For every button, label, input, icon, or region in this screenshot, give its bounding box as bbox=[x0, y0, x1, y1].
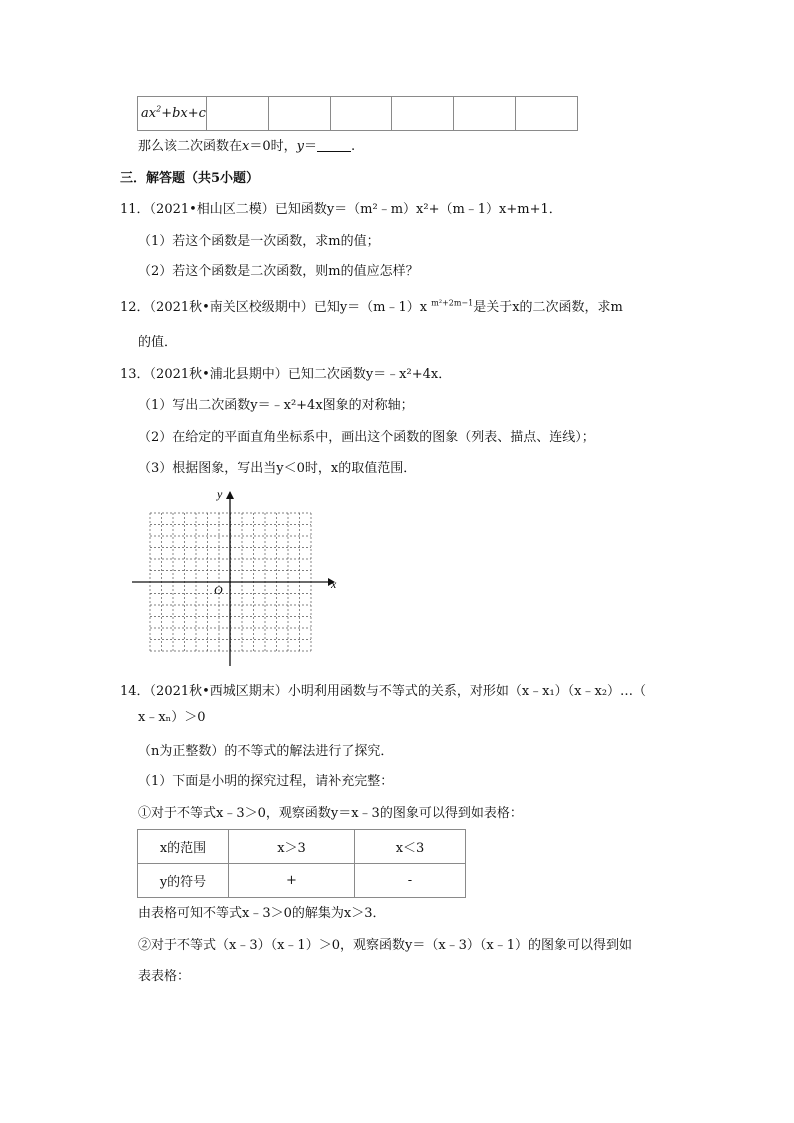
coordinate-grid bbox=[130, 486, 345, 668]
value-table bbox=[137, 96, 578, 131]
table-header-cell: x＞3 bbox=[229, 830, 355, 864]
q13-part3: （3）根据图象，写出当y＜0时，x的取值范围． bbox=[138, 461, 417, 476]
q14-part1: （1）下面是小明的探究过程，请补充完整： bbox=[138, 774, 394, 789]
q14-conclusion: 由表格可知不等式x﹣3＞0的解集为x＞3． bbox=[138, 906, 386, 921]
table-header-cell: x的范围 bbox=[138, 830, 229, 864]
sign-table bbox=[137, 829, 466, 898]
table-cell: - bbox=[355, 864, 466, 898]
q13-part1: （1）写出二次函数y＝﹣x²+4x图象的对称轴； bbox=[138, 398, 414, 413]
q12-exponent: m²+2m−1 bbox=[431, 298, 474, 308]
table-cell: y的符号 bbox=[138, 864, 229, 898]
q12-stem: 12．（2021秋•南关区校级期中）已知y＝（m﹣1）x $^{m^2+2m-1}$是关于x的二次函数，求m bbox=[120, 298, 623, 315]
q14-step2-cont: 表表格： bbox=[138, 969, 191, 984]
q14-stem: 14．（2021秋•西城区期末）小明利用函数与不等式的关系，对形如（x﹣x₁）（x﹣x₂）…（ bbox=[120, 684, 647, 699]
table-row bbox=[138, 830, 466, 864]
q14-step2: ②对于不等式（x﹣3）（x﹣1）＞0，观察函数y＝（x﹣3）（x﹣1）的图象可以得到如 bbox=[138, 938, 633, 953]
x-axis-label: x bbox=[331, 577, 337, 591]
q14-step1: ①对于不等式x﹣3＞0，观察函数y＝x﹣3的图象可以得到如表格： bbox=[138, 806, 523, 821]
table-row-label: $ax^2+bx+c$ bbox=[138, 97, 207, 131]
table-cell bbox=[454, 97, 516, 131]
origin-label: O bbox=[214, 583, 223, 597]
q10-answer-line: 那么该二次函数在x＝0时，y＝ . bbox=[138, 139, 356, 154]
table-cell: + bbox=[229, 864, 355, 898]
q13-stem: 13．（2021秋•浦北县期中）已知二次函数y＝﹣x²+4x． bbox=[120, 367, 452, 382]
table-cell bbox=[516, 97, 578, 131]
q13-part2: （2）在给定的平面直角坐标系中，画出这个函数的图象（列表、描点、连线）； bbox=[138, 430, 595, 445]
table-cell bbox=[268, 97, 330, 131]
table-row bbox=[138, 97, 578, 131]
table-row bbox=[138, 864, 466, 898]
answer-blank bbox=[317, 139, 351, 152]
table-cell bbox=[392, 97, 454, 131]
q14-stem-cont: x﹣xₙ）＞0 bbox=[138, 710, 206, 725]
q12-stem-cont: 的值． bbox=[138, 335, 178, 350]
q11-stem: 11．（2021•相山区二模）已知函数y＝（m²﹣m）x²+（m﹣1）x+m+1． bbox=[120, 202, 562, 217]
table-cell bbox=[330, 97, 392, 131]
q14-stem-cont2: （n为正整数）的不等式的解法进行了探究． bbox=[138, 744, 394, 759]
q11-part2: （2）若这个函数是二次函数，则m的值应怎样？ bbox=[138, 264, 419, 279]
table-header-cell: x＜3 bbox=[355, 830, 466, 864]
y-axis-arrow bbox=[226, 491, 234, 499]
q11-part1: （1）若这个函数是一次函数，求m的值； bbox=[138, 234, 380, 249]
section-title: 三．解答题（共5小题） bbox=[120, 171, 260, 186]
table-cell bbox=[206, 97, 268, 131]
y-axis-label: y bbox=[217, 487, 223, 501]
